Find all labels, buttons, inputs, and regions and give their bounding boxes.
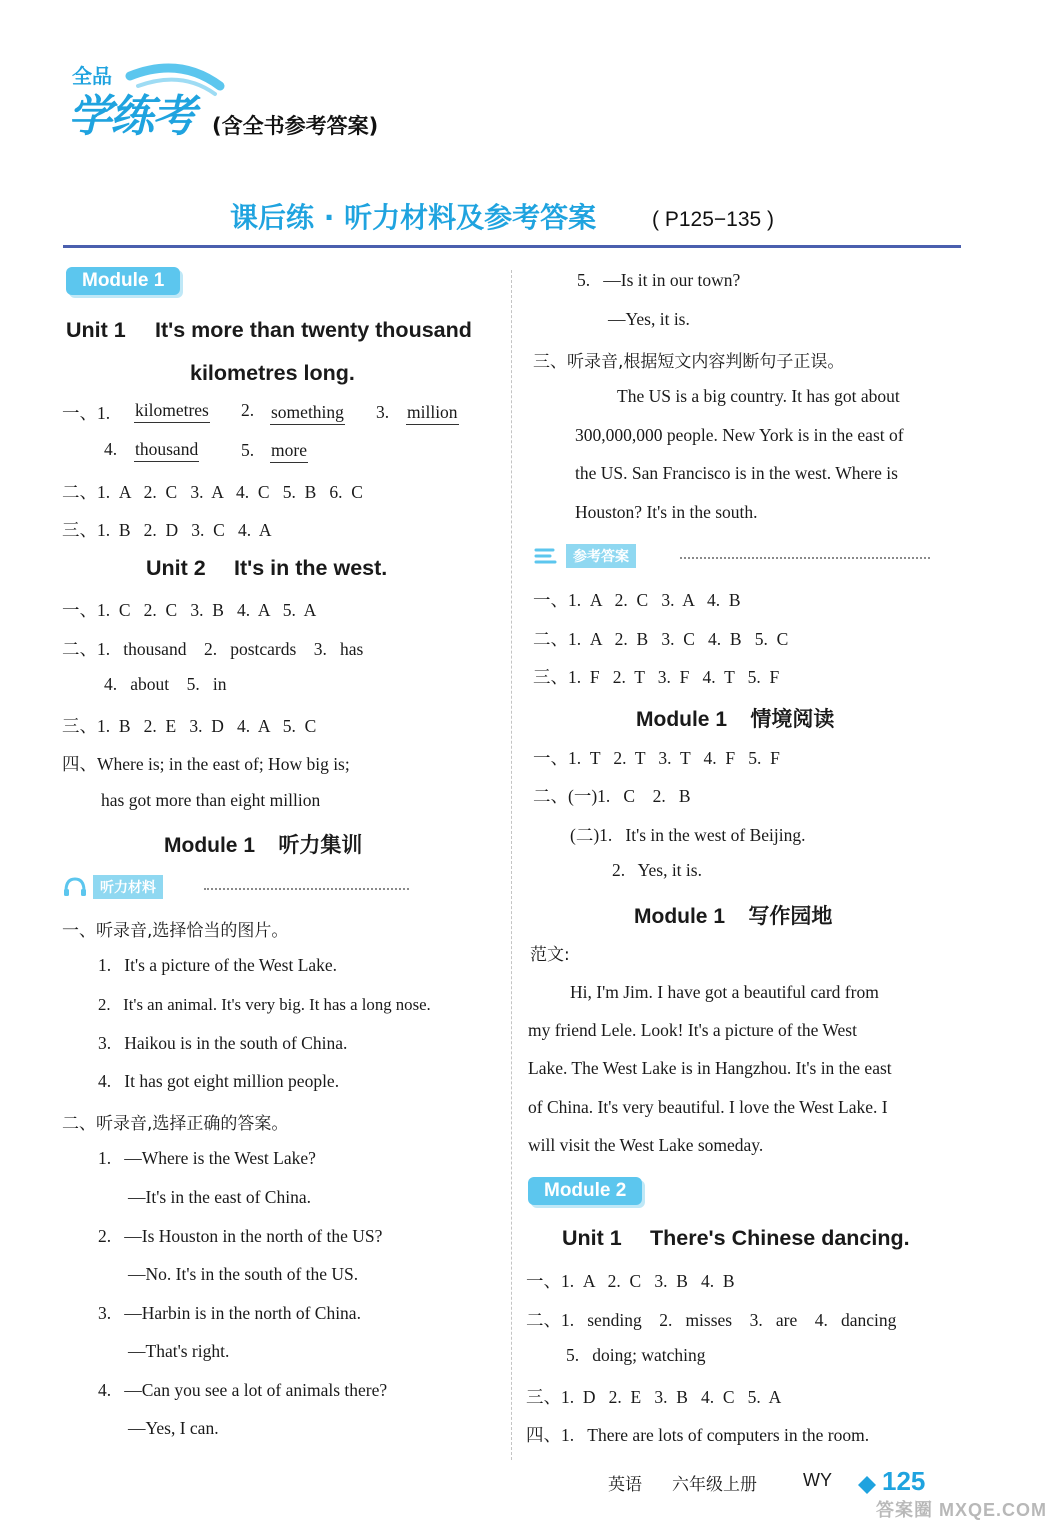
sample-line-1: Hi, I'm Jim. I have got a beautiful card from: [570, 982, 879, 1002]
l2-item-1-answer: —It's in the east of China.: [128, 1187, 311, 1207]
u2-q2-a: 二、1. thousand 2. postcards 3. has: [62, 639, 364, 659]
u1-q1-b: something: [270, 402, 345, 425]
u1-q1-a: kilometres: [134, 400, 210, 423]
brand-main: 学练考: [68, 91, 194, 142]
page-number: 125: [882, 1466, 926, 1496]
l1-item-3: 3. Haikou is in the south of China.: [98, 1033, 348, 1053]
u1-q1-n3: 3.: [376, 402, 390, 422]
m2-q1: 一、1. A 2. C 3. B 4. B: [526, 1271, 735, 1291]
module-tag: Module 1: [66, 267, 180, 295]
u1-q1-e: more: [270, 440, 308, 463]
u1-q1-n5: 5.: [241, 440, 255, 460]
u2-q4-a: 四、Where is; in the east of; How big is;: [62, 754, 350, 774]
unit1-title-a: It's more than twenty thousand: [155, 318, 472, 342]
watermark: 答案圈 MXQE.COM: [876, 1500, 1047, 1520]
u2-q2-b: 4. about 5. in: [104, 674, 227, 694]
m2-q2-b: 5. doing; watching: [566, 1345, 706, 1365]
sample-line-2: my friend Lele. Look! It's a picture of the West: [528, 1020, 857, 1040]
l1-item-2: 2. It's an animal. It's very big. It has a long nose.: [98, 995, 431, 1014]
l2-item-1: 1. —Where is the West Lake?: [98, 1148, 316, 1168]
unit2-label: Unit 2: [146, 556, 206, 580]
unit1-label: Unit 1: [66, 318, 126, 342]
ans-2: 二、1. A 2. B 3. C 4. B 5. C: [533, 629, 789, 649]
m2-q3: 三、1. D 2. E 3. B 4. C 5. A: [526, 1387, 782, 1407]
rd-2: 二、(一)1. C 2. B: [533, 786, 691, 806]
l2-head: 二、听录音,选择正确的答案。: [62, 1114, 289, 1134]
footer-subject: 英语: [608, 1475, 642, 1495]
u2-q1: 一、1. C 2. C 3. B 4. A 5. A: [62, 600, 317, 620]
column-divider: [511, 270, 512, 1460]
answer-dots: [680, 557, 930, 559]
headphones-icon: [62, 876, 88, 898]
listen-title: Module 1 听力集训: [164, 834, 363, 857]
reading-title: Module 1 情境阅读: [636, 708, 835, 731]
l2-item-3-answer: —That's right.: [128, 1341, 230, 1361]
r3-head: 三、听录音,根据短文内容判断句子正误。: [533, 352, 845, 372]
title-rule: [63, 245, 961, 248]
sample-line-4: of China. It's very beautiful. I love the West Lake. I: [528, 1097, 888, 1117]
passage-line-2: 300,000,000 people. New York is in the east of: [575, 425, 904, 445]
u2-q3: 三、1. B 2. E 3. D 4. A 5. C: [62, 716, 317, 736]
ans-3: 三、1. F 2. T 3. F 4. T 5. F: [533, 667, 780, 687]
l1-item-1: 1. It's a picture of the West Lake.: [98, 955, 338, 975]
rd-3: (二)1. It's in the west of Beijing.: [570, 825, 806, 845]
l2-item-2: 2. —Is Houston in the north of the US?: [98, 1226, 383, 1246]
r5-b: —Yes, it is.: [608, 309, 690, 329]
u1-q2: 二、1. A 2. C 3. A 4. C 5. B 6. C: [62, 482, 363, 502]
answer-icon: [533, 545, 559, 567]
u1-q1-n2: 2.: [241, 400, 255, 420]
sample-line-5: will visit the West Lake someday.: [528, 1135, 764, 1155]
l2-item-4: 4. —Can you see a lot of animals there?: [98, 1380, 388, 1400]
l1-item-4: 4. It has got eight million people.: [98, 1071, 340, 1091]
m2-q4: 四、1. There are lots of computers in the room.: [526, 1425, 870, 1445]
l1-head: 一、听录音,选择恰当的图片。: [62, 921, 289, 941]
u1-q1-c: million: [406, 402, 459, 425]
module2-tag: Module 2: [528, 1177, 642, 1205]
m2u1-title: There's Chinese dancing.: [650, 1226, 910, 1250]
section-title: 课后练 · 听力材料及参考答案: [230, 201, 597, 234]
l2-item-4-answer: —Yes, I can.: [128, 1418, 219, 1438]
u1-q1-n4: 4.: [104, 439, 118, 459]
diamond-icon: [856, 1474, 878, 1496]
unit2-title: It's in the west.: [234, 556, 388, 580]
sample-label: 范文:: [530, 945, 570, 965]
u1-q1-num: 一、1.: [62, 403, 111, 423]
passage-line-4: Houston? It's in the south.: [575, 502, 758, 522]
rd-1: 一、1. T 2. T 3. T 4. F 5. F: [533, 748, 780, 768]
unit1-title-b: kilometres long.: [190, 361, 355, 385]
brand-note: (含全书参考答案): [212, 114, 379, 138]
u2-q4-b: has got more than eight million: [101, 790, 321, 810]
l2-item-3: 3. —Harbin is in the north of China.: [98, 1303, 361, 1323]
listen-dots: [204, 888, 409, 890]
rd-4: 2. Yes, it is.: [612, 860, 702, 880]
footer-edition: WY: [803, 1470, 832, 1490]
m2-q2-a: 二、1. sending 2. misses 3. are 4. dancing: [526, 1310, 897, 1330]
writing-title: Module 1 写作园地: [634, 905, 833, 928]
ans-1: 一、1. A 2. C 3. A 4. B: [533, 590, 741, 610]
passage-line-3: the US. San Francisco is in the west. Where is: [575, 463, 898, 483]
u1-q3: 三、1. B 2. D 3. C 4. A: [62, 520, 272, 540]
passage-line-1: The US is a big country. It has got about: [617, 386, 900, 406]
r5-a: 5. —Is it in our town?: [577, 270, 741, 290]
brand-top: 全品: [72, 64, 112, 88]
answer-tag: 参考答案: [566, 544, 636, 568]
sample-line-3: Lake. The West Lake is in Hangzhou. It's in the east: [528, 1058, 892, 1078]
m2u1-label: Unit 1: [562, 1226, 622, 1250]
l2-item-2-answer: —No. It's in the south of the US.: [128, 1264, 359, 1284]
u1-q1-d: thousand: [134, 439, 199, 462]
listen-tag: 听力材料: [93, 875, 163, 899]
page-range: ( P125−135 ): [652, 208, 775, 231]
footer-grade: 六年级上册: [672, 1475, 757, 1495]
